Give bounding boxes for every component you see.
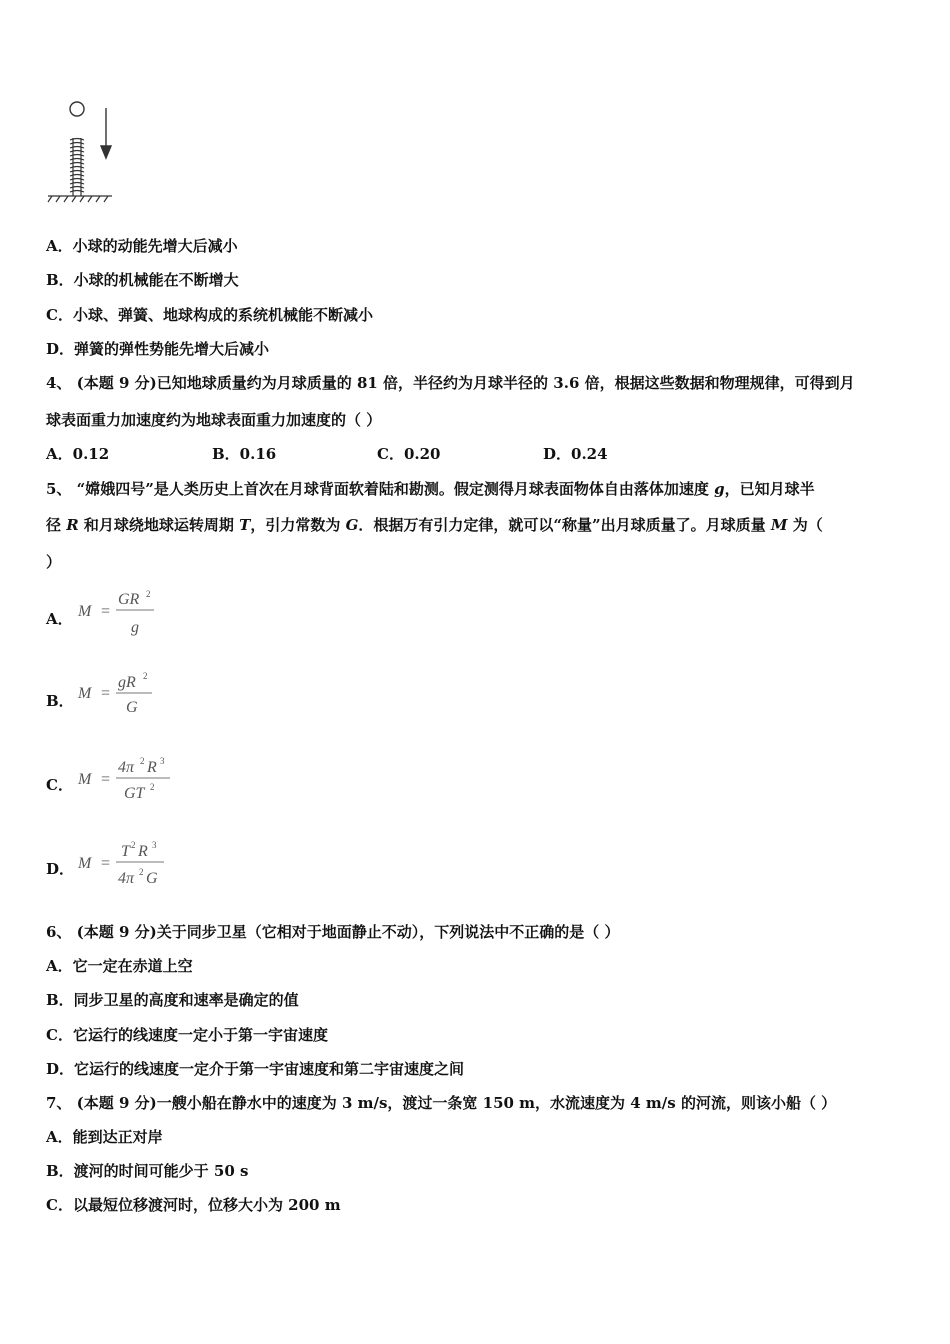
- svg-text:R: R: [138, 843, 148, 860]
- q7-option-c: C．以最短位移渡河时，位移大小为 200 m: [46, 1196, 341, 1214]
- q6-stem: 6、 (本题 9 分)关于同步卫星（它相对于地面静止不动），下列说法中不正确的是（ ）: [46, 923, 620, 941]
- svg-text:GT: GT: [124, 785, 145, 802]
- svg-text:4π: 4π: [118, 759, 135, 776]
- q6-option-b: B．同步卫星的高度和速率是确定的值: [46, 991, 299, 1009]
- svg-text:M: M: [78, 855, 92, 872]
- q6-option-c: C．它运行的线速度一定小于第一宇宙速度: [46, 1026, 328, 1044]
- svg-text:4π: 4π: [118, 870, 135, 887]
- var-T: T: [239, 516, 251, 534]
- svg-text:M: M: [78, 771, 92, 788]
- ball: [70, 102, 84, 116]
- formula-c: [74, 756, 204, 806]
- svg-text:3: 3: [160, 756, 165, 766]
- q4-stem-line2: 球表面重力加速度约为地球表面重力加速度的（ ）: [46, 411, 382, 429]
- q4-stem-line1: 4、 (本题 9 分)已知地球质量约为月球质量的 81 倍，半径约为月球半径的 3.6 倍，根据这些数据和物理规律，可得到月: [46, 374, 855, 392]
- q5-stem-line1: 5、 “嫦娥四号”是人类历史上首次在月球背面软着陆和勘测。假定测得月球表面物体自由落体加速度 g，已知月球半: [46, 480, 815, 498]
- option-label: C．: [46, 776, 73, 794]
- svg-text:2: 2: [150, 782, 155, 792]
- svg-text:=: =: [101, 771, 111, 788]
- down-arrow-icon: [101, 108, 111, 158]
- svg-text:GR: GR: [118, 591, 140, 608]
- var-g: g: [714, 480, 725, 498]
- svg-text:3: 3: [152, 840, 157, 850]
- q6-option-d: D．它运行的线速度一定介于第一宇宙速度和第二宇宙速度之间: [46, 1060, 465, 1078]
- var-R: R: [66, 516, 79, 534]
- svg-text:gR: gR: [118, 674, 136, 691]
- q5-stem-line3: ）: [46, 553, 62, 571]
- svg-text:=: =: [101, 685, 111, 702]
- spring-coil: [70, 138, 84, 196]
- q4-option-a: A．0.12: [46, 445, 110, 463]
- q3-option-c: C．小球、弹簧、地球构成的系统机械能不断减小: [46, 306, 373, 324]
- var-M: M: [770, 516, 788, 534]
- q6-option-a: A．它一定在赤道上空: [46, 957, 193, 975]
- svg-text:g: g: [131, 619, 139, 636]
- svg-text:2: 2: [131, 840, 136, 850]
- svg-text:2: 2: [143, 672, 148, 681]
- q7-option-b: B．渡河的时间可能少于 50 s: [46, 1162, 249, 1180]
- q7-option-a: A．能到达正对岸: [46, 1128, 163, 1146]
- q3-option-b: B．小球的机械能在不断增大: [46, 271, 239, 289]
- svg-text:R: R: [147, 759, 157, 776]
- svg-text:G: G: [146, 870, 158, 887]
- formula-a: [74, 590, 184, 640]
- svg-text:2: 2: [140, 756, 145, 766]
- option-label: A．: [46, 610, 73, 628]
- svg-text:2: 2: [146, 590, 151, 599]
- svg-text:=: =: [101, 855, 111, 872]
- svg-text:2: 2: [139, 867, 144, 877]
- svg-text:M: M: [78, 685, 92, 702]
- q3-option-d: D．弹簧的弹性势能先增大后减小: [46, 340, 270, 358]
- svg-text:G: G: [126, 699, 138, 716]
- svg-text:T: T: [121, 843, 130, 860]
- option-label: D．: [46, 860, 75, 878]
- q4-option-d: D．0.24: [543, 445, 608, 463]
- svg-text:=: =: [101, 603, 111, 620]
- formula-b: [74, 672, 184, 722]
- var-G: G: [345, 516, 359, 534]
- q5-stem-line2: 径 R 和月球绕地球运转周期 T，引力常数为 G．根据万有引力定律，就可以“称量”出月球质量了。月球质量 M 为（: [46, 516, 823, 534]
- ground: [48, 196, 112, 202]
- spring-ball-figure: [44, 96, 124, 206]
- formula-d: [74, 840, 204, 890]
- svg-text:M: M: [78, 603, 92, 620]
- q7-stem: 7、 (本题 9 分)一艘小船在静水中的速度为 3 m/s，渡过一条宽 150 m，水流速度为 4 m/s 的河流，则该小船（ ）: [46, 1094, 837, 1112]
- q4-option-c: C．0.20: [377, 445, 441, 463]
- q3-option-a: A．小球的动能先增大后减小: [46, 237, 238, 255]
- q4-option-b: B．0.16: [212, 445, 277, 463]
- option-label: B．: [46, 692, 74, 710]
